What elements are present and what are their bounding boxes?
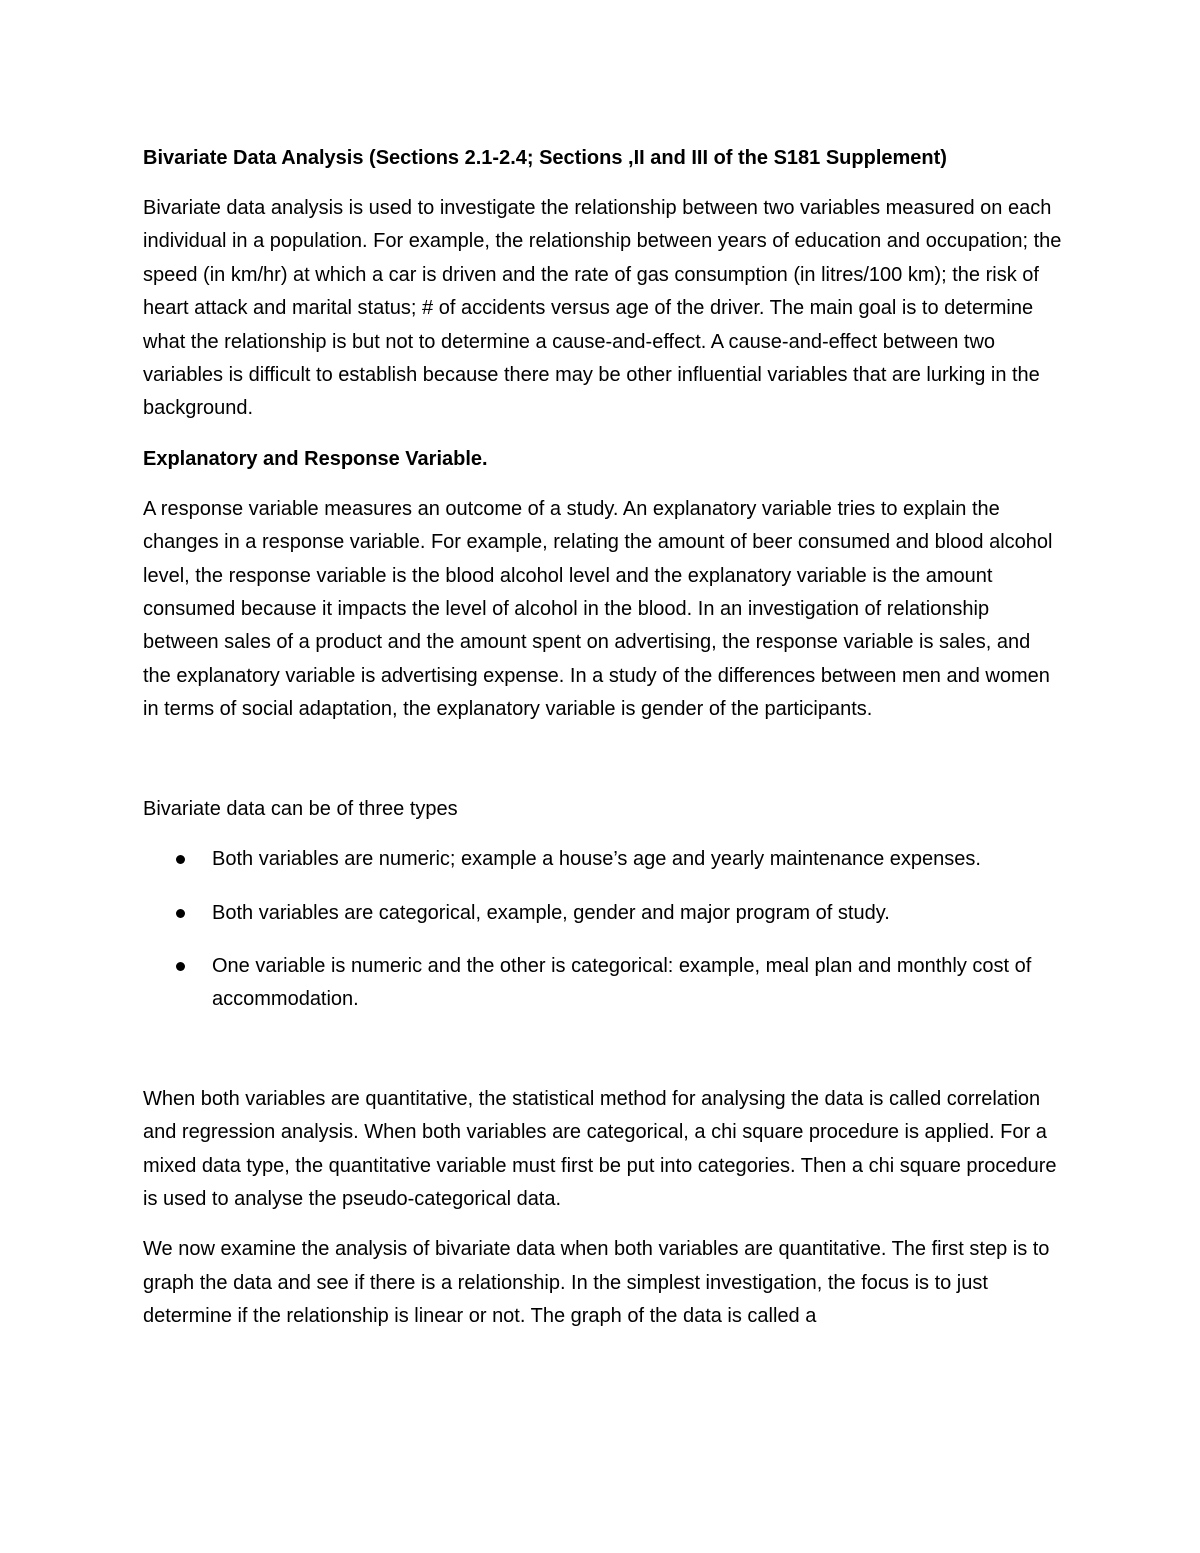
spacer: [143, 175, 1063, 192]
types-list: [143, 843, 1063, 1017]
spacer: [143, 1216, 1063, 1233]
list-item-text: One variable is numeric and the other is categorical: example, meal plan and monthly cost of accommodation.: [212, 954, 1032, 1011]
spacer: [143, 476, 1063, 493]
spacer: [143, 1037, 1063, 1083]
document-title: Bivariate Data Analysis (Sections 2.1-2.4; Sections ,II and III of the S181 Supplement): [143, 147, 947, 169]
bullet-icon: [176, 855, 185, 864]
types-intro: Bivariate data can be of three types: [143, 797, 458, 820]
list-item: [143, 950, 1063, 1017]
response-paragraph: A response variable measures an outcome of a study. An explanatory variable tries to explain the changes in a response variable. For example, relating the amount of beer consumed and blood alcohol level, the response variable is the blood alcohol level and the explanatory variable is the amount consumed because it impacts the level of alcohol in the blood. In an investigation of relationship between sales of a product and the amount spent on advertising, the response variable is sales, and the explanatory variable is advertising expense. In a study of the differences between men and women in terms of social adaptation, the explanatory variable is gender of the participants.: [143, 497, 1053, 721]
bullet-icon: [176, 962, 185, 971]
intro-paragraph: Bivariate data analysis is used to investigate the relationship between two variables measured on each individual in a population. For example, the relationship between years of education and occupation; the speed (in km/hr) at which a car is driven and the rate of gas consumption (in litres/100 km); the risk of heart attack and marital status; # of accidents versus age of the driver. The main goal is to determine what the relationship is but not to determine a cause-and-effect. A cause-and-effect between two variables is difficult to establish because there may be other influential variables that are lurking in the background.: [143, 197, 1062, 420]
list-item: [143, 897, 1063, 930]
closing-paragraph: We now examine the analysis of bivariate data when both variables are quantitative. The first step is to graph the data and see if there is a relationship. In the simplest investigation, the focus is to just determine if the relationship is linear or not. The graph of the data is called a: [143, 1238, 1050, 1328]
list-item-text: Both variables are numeric; example a house’s age and yearly maintenance expenses.: [212, 848, 981, 871]
list-item: [143, 843, 1063, 876]
spacer: [143, 826, 1063, 843]
spacer: [143, 727, 1063, 793]
spacer: [143, 426, 1063, 443]
section-heading: Explanatory and Response Variable.: [143, 447, 488, 470]
document-body: [143, 142, 1063, 1334]
bullet-icon: [176, 909, 185, 918]
list-item-text: Both variables are categorical, example, gender and major program of study.: [212, 901, 890, 924]
methods-paragraph: When both variables are quantitative, the statistical method for analysing the data is called correlation and regression analysis. When both variables are categorical, a chi square procedure is applied. For a mixed data type, the quantitative variable must first be put into categories. Then a chi square procedure is used to analyse the pseudo-categorical data.: [143, 1087, 1057, 1210]
